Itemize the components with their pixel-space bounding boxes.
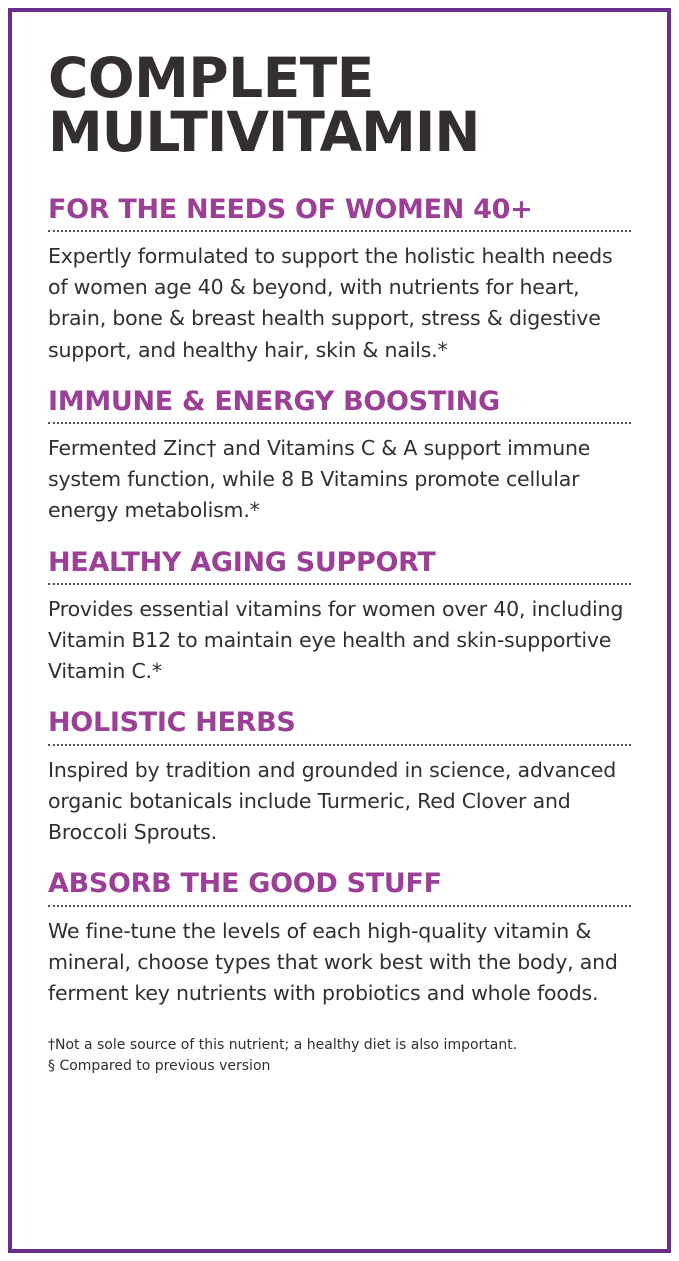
- section-heading: ABSORB THE GOOD STUFF: [48, 868, 442, 900]
- section-heading: HOLISTIC HERBS: [48, 707, 296, 739]
- section-divider: [48, 744, 631, 746]
- section-body: Provides essential vitamins for women over 40, including Vitamin B12 to maintain eye health and skin-supportive Vitamin C.*: [48, 596, 624, 684]
- footnotes: [48, 1035, 631, 1077]
- page-title: [48, 46, 631, 164]
- section-body: We fine-tune the levels of each high-quality vitamin & mineral, choose types that work best with the body, and ferment key nutrients with probiotics and whole foods.: [48, 918, 618, 1005]
- page-title-line-2: MULTIVITAMIN: [48, 99, 480, 164]
- footnote-dagger: †Not a sole source of this nutrient; a healthy diet is also important.: [48, 1037, 518, 1053]
- section-divider: [48, 422, 631, 424]
- section-heading: IMMUNE & ENERGY BOOSTING: [48, 385, 500, 417]
- sections-list: [48, 193, 631, 1009]
- section-immune-and-energy-boosting: [48, 385, 631, 527]
- section-body: Inspired by tradition and grounded in science, advanced organic botanicals include Turmeric, Red Clover and Broccoli Sprouts.: [48, 757, 617, 845]
- footnote-section-sign: § Compared to previous version: [48, 1058, 271, 1074]
- section-absorb-the-good-stuff: [48, 870, 631, 1009]
- page-title-line-1: COMPLETE: [48, 46, 374, 110]
- section-body: Fermented Zinc† and Vitamins C & A support immune system function, while 8 B Vitamins promote cellular energy metabolism.*: [48, 436, 591, 523]
- label-panel: [8, 8, 671, 1253]
- section-heading: FOR THE NEEDS OF WOMEN 40+: [48, 193, 533, 225]
- label-content: [12, 12, 667, 1087]
- section-holistic-herbs: [48, 709, 631, 848]
- section-body: Expertly formulated to support the holistic health needs of women age 40 & beyond, with nutrients for heart, brain, bone & breast health support, stress & digestive support, and healthy hair, skin & nails.*: [48, 244, 613, 362]
- section-divider: [48, 583, 631, 585]
- section-heading: HEALTHY AGING SUPPORT: [48, 546, 436, 578]
- section-divider: [48, 905, 631, 907]
- section-divider: [48, 230, 631, 232]
- section-healthy-aging-support: [48, 546, 631, 688]
- section-for-the-needs-of-women-40: [48, 193, 631, 366]
